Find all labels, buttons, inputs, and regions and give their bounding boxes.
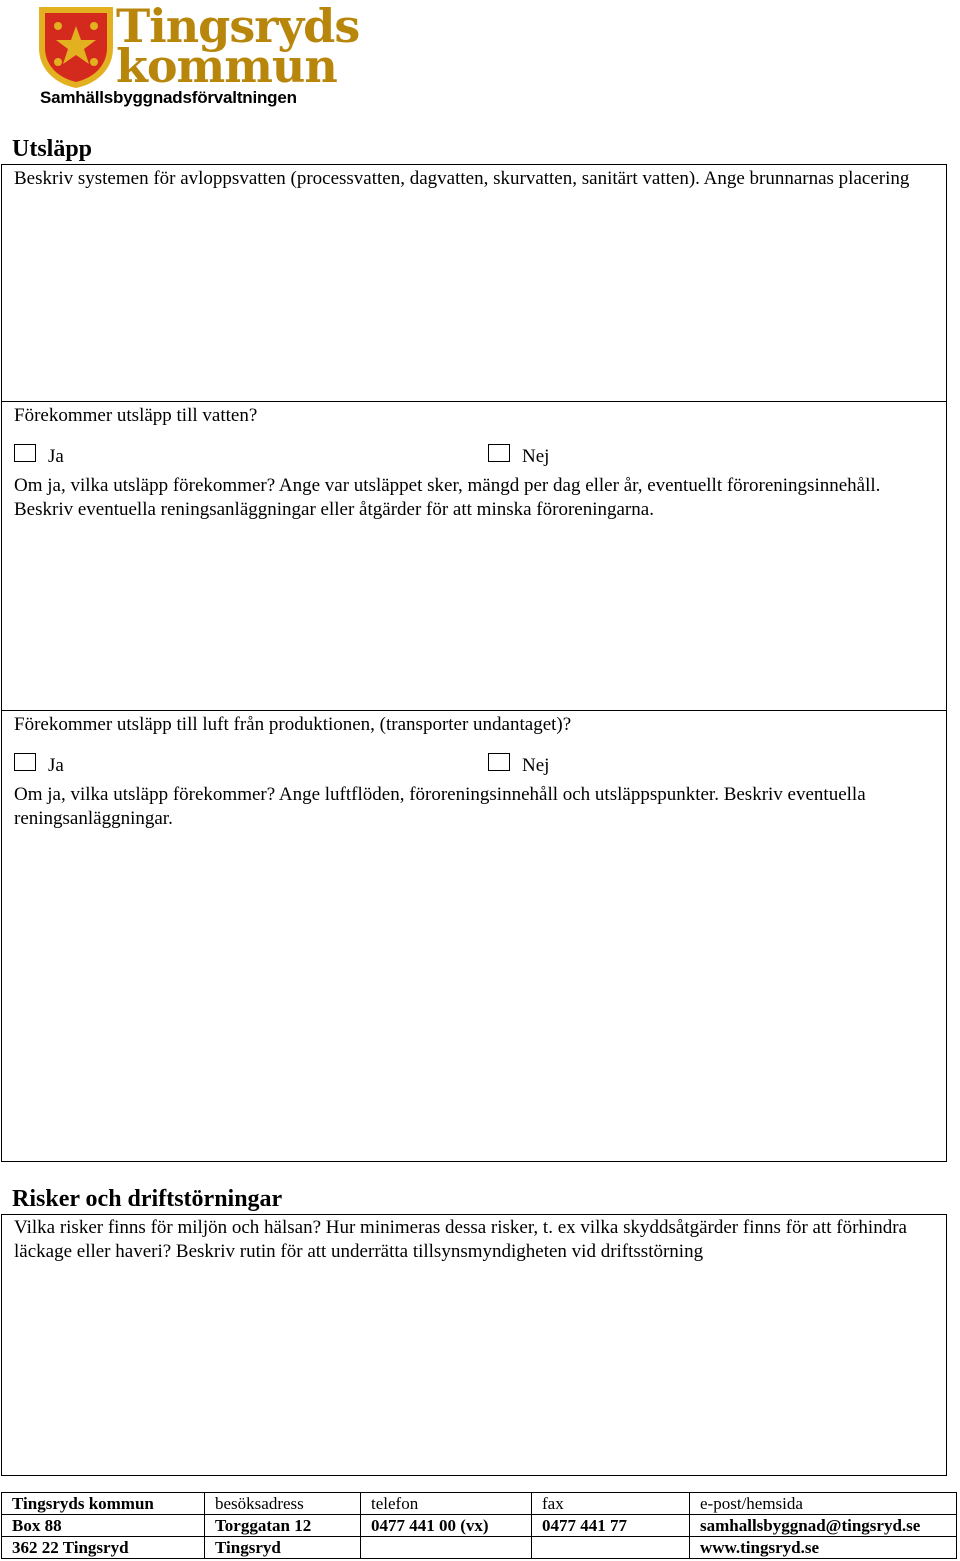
air-emissions-yes-checkbox[interactable] <box>14 753 36 771</box>
footer-box: Box 88 <box>2 1515 205 1537</box>
footer-empty <box>361 1537 532 1559</box>
footer-website-link[interactable]: www.tingsryd.se <box>690 1537 957 1559</box>
footer-header-fax: fax <box>532 1493 690 1515</box>
water-emissions-question: Förekommer utsläpp till vatten? <box>14 405 258 426</box>
water-emissions-no-checkbox[interactable] <box>488 444 510 462</box>
air-emissions-question: Förekommer utsläpp till luft från produktionen, (transporter undantaget)? <box>14 714 572 735</box>
coat-of-arms-icon <box>36 4 116 90</box>
footer-city: Tingsryd <box>205 1537 361 1559</box>
wastewater-question: Beskriv systemen för avloppsvatten (processvatten, dagvatten, skurvatten, sanitärt vatten). Ange brunnarnas placering <box>14 168 910 189</box>
logo-subtitle: Samhällsbyggnadsförvaltningen <box>40 88 297 107</box>
logo-wordmark-line1: Tingsryds <box>116 0 360 53</box>
footer-row <box>2 1515 957 1537</box>
water-emissions-no-label: Nej <box>522 446 550 467</box>
water-emissions-yes-checkbox[interactable] <box>14 444 36 462</box>
section-heading-risker: Risker och driftstörningar <box>12 1186 283 1212</box>
footer-fax: 0477 441 77 <box>532 1515 690 1537</box>
footer-street: Torggatan 12 <box>205 1515 361 1537</box>
footer-row <box>2 1537 957 1559</box>
footer-email-link[interactable]: samhallsbyggnad@tingsryd.se <box>690 1515 957 1537</box>
logo-wordmark-line2: kommun <box>116 39 337 93</box>
footer-row <box>2 1493 957 1515</box>
wastewater-answer-box[interactable] <box>1 164 947 402</box>
air-emissions-no-label: Nej <box>522 755 550 776</box>
footer-phone: 0477 441 00 (vx) <box>361 1515 532 1537</box>
footer-header-phone: telefon <box>361 1493 532 1515</box>
footer-header-visit: besöksadress <box>205 1493 361 1515</box>
footer-org-name: Tingsryds kommun <box>2 1493 205 1515</box>
air-emissions-yes-label: Ja <box>48 755 64 776</box>
footer-contact-table <box>1 1492 957 1559</box>
footer-empty <box>532 1537 690 1559</box>
risks-answer-box[interactable] <box>1 1214 947 1476</box>
water-emissions-answer-box[interactable] <box>1 401 947 711</box>
risks-question: Vilka risker finns för miljön och hälsan? Hur minimeras dessa risker, t. ex vilka skyddsåtgärder finns för att förhindra läckage eller haveri? Beskriv rutin för att underrätta tillsynsmyndigheten vid driftsstörning <box>14 1217 907 1262</box>
footer-postal: 362 22 Tingsryd <box>2 1537 205 1559</box>
logo <box>36 0 360 108</box>
water-emissions-followup: Om ja, vilka utsläpp förekommer? Ange var utsläppet sker, mängd per dag eller år, eventuellt föroreningsinnehåll. Beskriv eventuella reningsanläggningar eller åtgärder för att minska föroreningarna. <box>14 475 881 520</box>
air-emissions-no-checkbox[interactable] <box>488 753 510 771</box>
air-emissions-answer-box[interactable] <box>1 710 947 1162</box>
air-emissions-followup: Om ja, vilka utsläpp förekommer? Ange luftflöden, föroreningsinnehåll och utsläppspunkter. Beskriv eventuella reningsanläggningar. <box>14 784 866 829</box>
section-heading-utslapp: Utsläpp <box>12 136 93 162</box>
water-emissions-yes-label: Ja <box>48 446 64 467</box>
footer-header-email: e-post/hemsida <box>690 1493 957 1515</box>
